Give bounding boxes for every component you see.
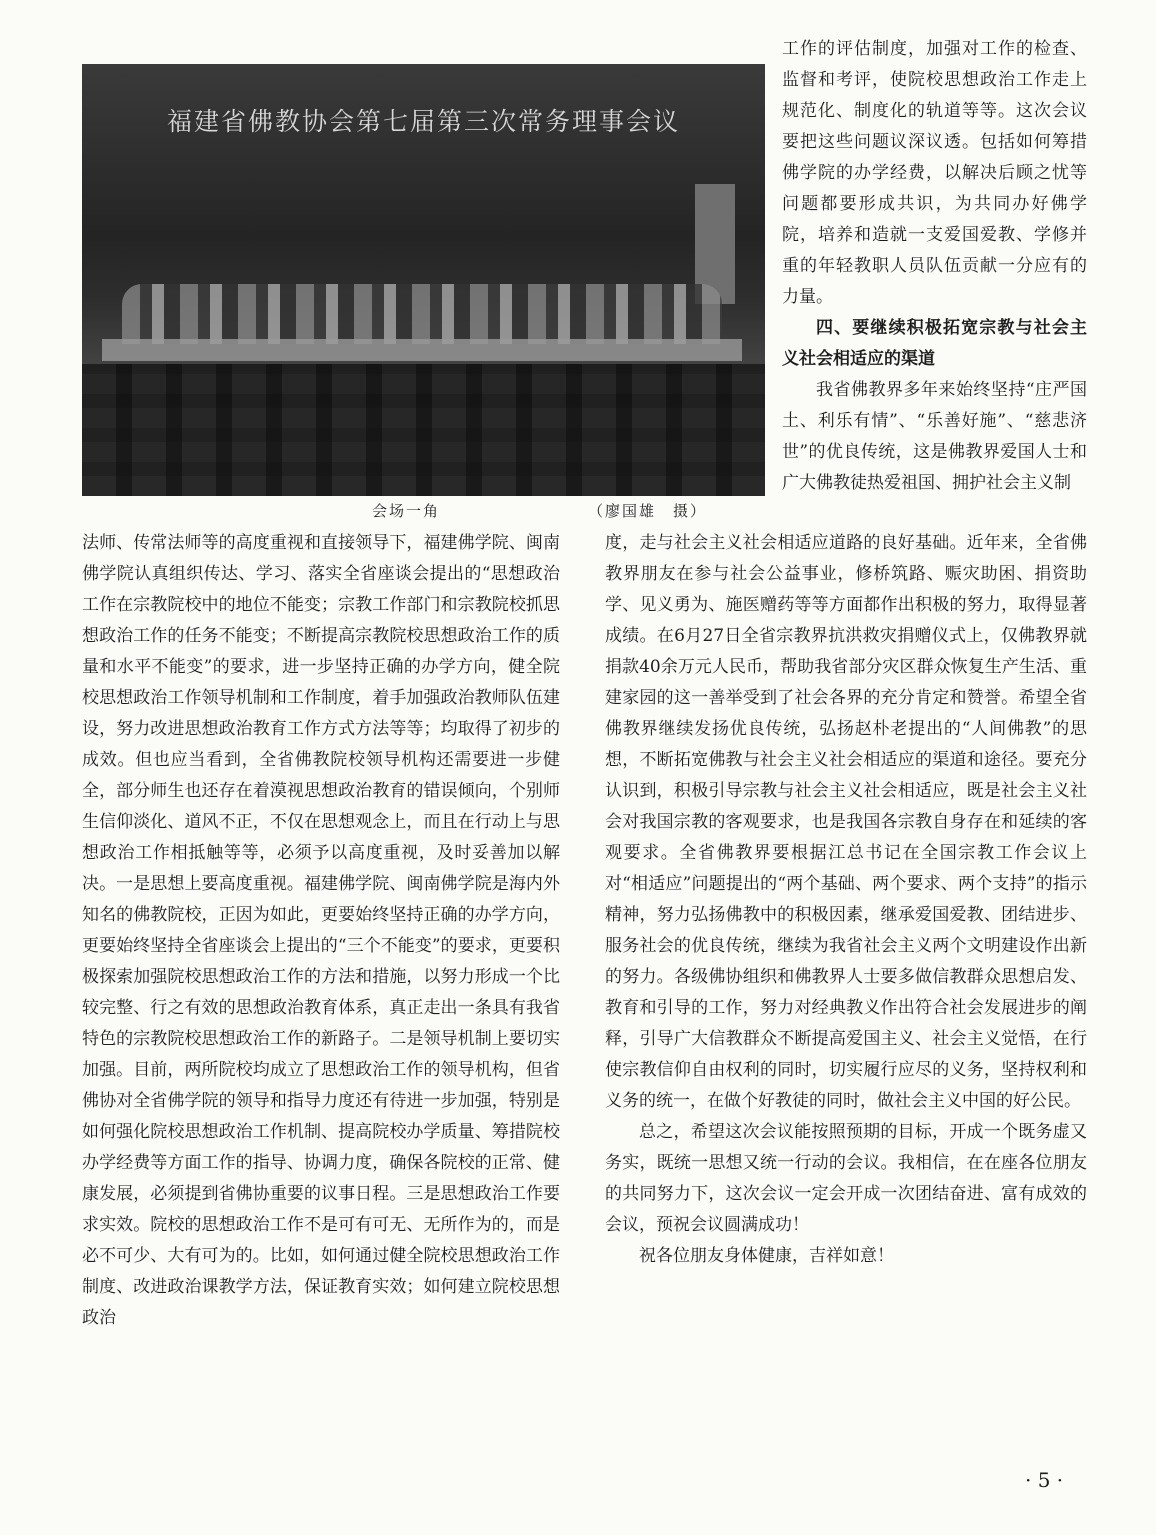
left-column [82,528,560,1334]
right-top-column [782,34,1087,499]
photo-chairs [82,364,765,496]
photo-banner-text: 福建省佛教协会第七届第三次常务理事会议 [166,107,680,136]
left-column-text: 法师、传常法师等的高度重视和直接领导下，福建佛学院、闽南佛学院认真组织传达、学习、落实全省座谈会提出的“思想政治工作在宗教院校中的地位不能变；宗教工作部门和宗教院校抓思想政治工作的任务不能变；不断提高宗教院校思想政治工作的质量和水平不能变”的要求，进一步坚持正确的办学方向，健全院校思想政治工作领导机制和工作制度，着手加强政治教师队伍建设，努力改进思想政治教育工作方式方法等等；均取得了初步的成效。但也应当看到，全省佛教院校领导机构还需要进一步健全，部分师生也还存在着漠视思想政治教育的错误倾向，个别师生信仰淡化、道风不正，不仅在思想观念上，而且在行动上与思想政治工作相抵触等等，必须予以高度重视，及时妥善加以解决。一是思想上要高度重视。福建佛学院、闽南佛学院是海内外知名的佛教院校，正因为如此，更要始终坚持正确的办学方向，更要始终坚持全省座谈会上提出的“三个不能变”的要求，更要积极探索加强院校思想政治工作的方法和措施，以努力形成一个比较完整、行之有效的思想政治教育体系，真正走出一条具有我省特色的宗教院校思想政治工作的新路子。二是领导机制上要切实加强。目前，两所院校均成立了思想政治工作的领导机构，但省佛协对全省佛学院的领导和指导力度还有待进一步加强，特别是如何强化院校思想政治工作机制、提高院校办学质量、筹措院校办学经费等方面工作的指导、协调力度，确保各院校的正常、健康发展，必须提到省佛协重要的议事日程。三是思想政治工作要求实效。院校的思想政治工作不是可有可无、无所作为的，而是必不可少、大有可为的。比如，如何通过健全院校思想政治工作制度、改进政治课教学方法，保证教育实效；如何建立院校思想政治 [82,533,560,1328]
photo-caption-title: 会场一角 [372,502,441,520]
meeting-photo [82,64,765,496]
page-number: · 5 · [1025,1468,1064,1492]
section-heading: 四、要继续积极拓宽宗教与社会主义社会相适应的渠道 [782,318,1087,369]
right-top-paragraph: 工作的评估制度，加强对工作的检查、监督和考评，使院校思想政治工作走上规范化、制度化的轨道等等。这次会议要把这些问题议深议透。包括如何筹措佛学院的办学经费，以解决后顾之忧等问题都要形成共识，为共同办好佛学院，培养和造就一支爱国爱教、学修并重的年轻教职人员队伍贡献一分应有的力量。 [782,39,1087,307]
right-top-paragraph-2: 我省佛教界多年来始终坚持“庄严国土、利乐有情”、“乐善好施”、“慈悲济世”的优良传统，这是佛教界爱国人士和广大佛教徒热爱祖国、拥护社会主义制 [782,380,1087,493]
photo-caption-credit: （廖国雄 摄） [588,502,708,520]
right-column-continued: 度，走与社会主义社会相适应道路的良好基础。近年来，全省佛教界朋友在参与社会公益事业，修桥筑路、赈灾助困、捐资助学、见义勇为、施医赠药等等方面都作出积极的努力，取得显著成绩。在6月27日全省宗教界抗洪救灾捐赠仪式上，仅佛教界就捐款40余万元人民币，帮助我省部分灾区群众恢复生产生活、重建家园的这一善举受到了社会各界的充分肯定和赞誉。希望全省佛教界继续发扬优良传统，弘扬赵朴老提出的“人间佛教”的思想，不断拓宽佛教与社会主义社会相适应的渠道和途径。要充分认识到，积极引导宗教与社会主义社会相适应，既是社会主义社会对我国宗教的客观要求，也是我国各宗教自身存在和延续的客观要求。全省佛教界要根据江总书记在全国宗教工作会议上对“相适应”问题提出的“两个基础、两个要求、两个支持”的指示精神，努力弘扬佛教中的积极因素，继承爱国爱教、团结进步、服务社会的优良传统，继续为我省社会主义两个文明建设作出新的努力。各级佛协组织和佛教界人士要多做信教群众思想启发、教育和引导的工作，努力对经典教义作出符合社会发展进步的阐释，引导广大信教群众不断提高爱国主义、社会主义觉悟，在行使宗教信仰自由权利的同时，切实履行应尽的义务，坚持权利和义务的统一，在做个好教徒的同时，做社会主义中国的好公民。 [605,533,1087,1111]
summary-paragraph: 总之，希望这次会议能按照预期的目标，开成一个既务虚又务实，既统一思想又统一行动的会议。我相信，在在座各位朋友的共同努力下，这次会议一定会开成一次团结奋进、富有成效的会议，预祝会议圆满成功！ [605,1122,1087,1235]
right-column [605,528,1087,1272]
closing-wish: 祝各位朋友身体健康，吉祥如意！ [639,1246,894,1266]
photo-table [102,339,742,361]
photo-attendees [122,284,722,344]
